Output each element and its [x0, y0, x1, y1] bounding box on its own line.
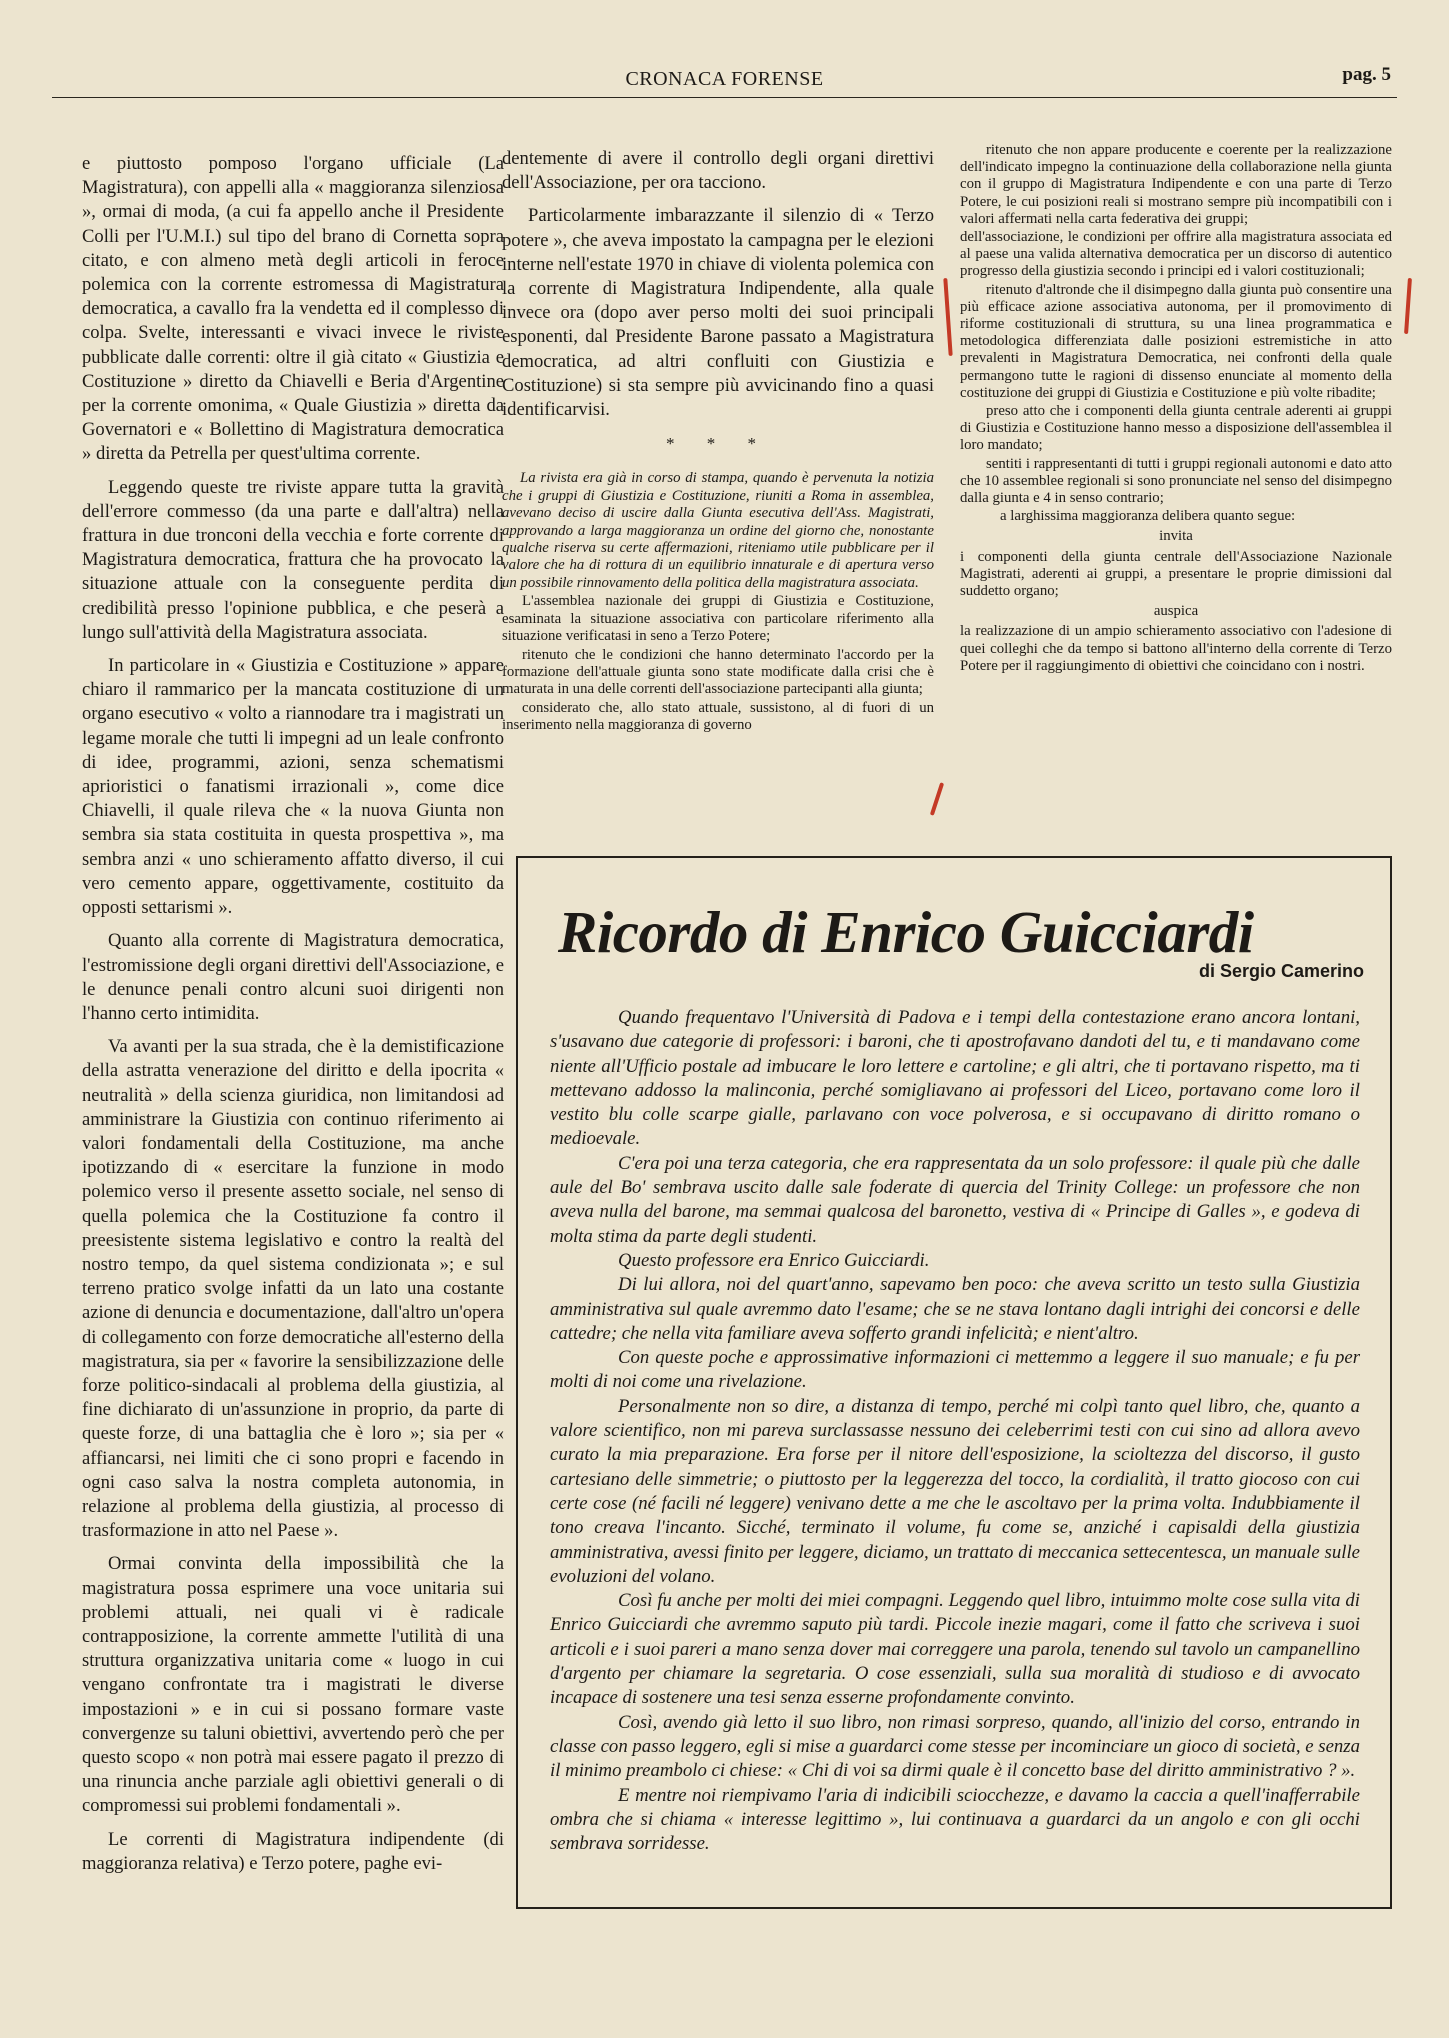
red-margin-mark [943, 278, 952, 356]
col2-paragraph: Particolarmente imbarazzante il silenzio di « Terzo potere », che aveva impostato la campagna per le elezioni interne nell'estate 1970 in chiave di violenta polemica con la corrente di Magistratura Indipendente, alla quale invece ora (dopo aver perso molti dei suoi principali esponenti, dal Presidente Barone passato a Magistratura democratica, ad altri confluiti con Giustizia e Costituzione) si sta sempre più avvicinando fino a quasi identificarvisi. [502, 205, 934, 421]
col1-paragraph: Va avanti per la sua strada, che è la demistificazione della astratta venerazione del diritto e della ipocrita « neutralità » della scienza giuridica, non limitandosi ad amministrare la Giustizia con continuo riferimento ai valori fondamentali della Costituzione, ma anche ipotizzando di « esercitare la funzione in modo polemico verso il presente assetto sociale, nel senso di quella polemica che la Costituzione fa contro il preesistente sistema legislativo e contro la realtà del nostro tempo, da quel sistema condizionata »; e sul terreno pratico svolge infatti da un lato una costante azione di denuncia e documentazione, dall'altro un'opera di collegamento con forze democratiche all'esterno della magistratura, sia per « favorire la sensibilizzazione delle forze politico-sindacali al problema della giustizia, al fine dichiarato di un'assunzione in proprio, da parte di queste forze, di una battaglia che è loro »; sia per « affiancarsi, nei limiti che ci sono propri e facendo in ogni caso salva la nostra completa autonomia, in relazione al problema della giustizia, al processo di trasformazione in atto nel Paese ». [82, 1036, 504, 1542]
motion-paragraph: ritenuto d'altronde che il disimpegno dalla giunta può consentire una più efficace azione associativa autonoma, per il promovimento di riforme costituzionali di struttura, su una linea programmatica e metodologica differenziata dalle posizioni estremistiche in atto prevalenti in Magistratura Democratica, nei confronti della quale permangono tutte le ragioni di dissenso enunciate al momento della costituzione dei gruppi di Giustizia e Costituzione e più volte ribadite; [960, 281, 1392, 401]
col1-paragraph: Le correnti di Magistratura indipendente (di maggioranza relativa) e Terzo potere, paghe evi- [82, 1828, 504, 1874]
column-right [960, 142, 1392, 676]
article-body [550, 1006, 1360, 1856]
col1-paragraph: Quanto alla corrente di Magistratura democratica, l'estromissione degli organi direttivi dell'Associazione, e le denunce penali contro alcuni suoi dirigenti non l'hanno certo intimidita. [82, 930, 504, 1024]
col1-paragraph: Ormai convinta della impossibilità che la magistratura possa esprimere una voce unitaria sui problemi attuali, nei quali vi è radicale contrapposizione, la corrente ammette l'utilità di una struttura organizzativa unitaria come « luogo in cui vengano confrontate tra i magistrati le diverse impostazioni » e in cui si possano formare vaste convergenze su taluni obiettivi, avvertendo però che per questo scopo « non potrà mai essere pagato il prezzo di una rinuncia anche parziale agli obiettivi generali o di compromessi sui problemi fondamentali ». [82, 1553, 504, 1817]
article-box [516, 856, 1392, 1909]
motion-heading: auspica [1153, 603, 1199, 620]
article-paragraph: C'era poi una terza categoria, che era rappresentata da un solo professore: il quale più che dalle aule del Bo' sembrava uscito dalle sale foderate di quercia del Trinity College: un professore che non aveva nulla del barone, ma semmai qualcosa del baronetto, vestiva di « Principe di Galles », e godeva di molta stima da parte degli studenti. [550, 1152, 1360, 1247]
motion-paragraph: la realizzazione di un ampio schieramento associativo con l'adesione di quei colleghi che da tempo si battono all'interno della corrente di Terzo Potere per il raggiungimento di obiettivi che coincidano con i nostri. [960, 623, 1392, 674]
motion-paragraph: sentiti i rappresentanti di tutti i gruppi regionali autonomi e dato atto che 10 assemblee regionali si sono pronunciate nel senso del disimpegno dalla giunta e 4 in senso contrario; [960, 455, 1392, 507]
article-paragraph: Questo professore era Enrico Guicciardi. [618, 1249, 930, 1271]
motion-paragraph: dell'associazione, le condizioni per offrire alla magistratura associata ed al paese una valida alternativa democratica per un discorso di autentico progresso della giustizia secondo i principi ed i valori costituzionali; [960, 229, 1392, 280]
editor-note: La rivista era già in corso di stampa, quando è pervenuta la notizia che i gruppi di Giustizia e Costituzione, riuniti a Roma in assemblea, avevano deciso di uscire dalla Giunta esecutiva dell'Ass. Magistrati, approvando a larga maggioranza un ordine del giorno che, nonostante qualche riserva su certe affermazioni, riteniamo utile pubblicare per il valore che ha di rottura di un equilibrio innaturale e di apertura verso un possibile rinnovamento della politica della magistratura associata. [502, 470, 934, 591]
motion-paragraph: i componenti della giunta centrale dell'Associazione Nazionale Magistrati, aderenti ai gruppi, a presentare le proprie dimissioni dal suddetto organo; [960, 548, 1392, 600]
section-separator: * * * [666, 434, 770, 454]
motion-paragraph: L'assemblea nazionale dei gruppi di Giustizia e Costituzione, esaminata la situazione associativa con particolare riferimento alla situazione verificatasi in seno a Terzo Potere; [502, 593, 934, 645]
header-rule [52, 97, 1397, 98]
col1-paragraph: e piuttosto pomposo l'organo ufficiale (La Magistratura), con appelli alla « maggioranza silenziosa », ormai di moda, (a cui fa appello anche il Presidente Colli per l'U.M.I.) sul tipo del brano di Cornetta sopra citato, e con almeno metà degli articoli in feroce polemica con la corrente estromessa di Magistratura democratica, a cavallo fra la vendetta ed il complesso di colpa. Svelte, interessanti e vivaci invece le riviste pubblicate dalle correnti: oltre il già citato « Giustizia e Costituzione » diretto da Chiavelli e Beria d'Argentine per la corrente omonima, « Quale Giustizia » diretta da Governatori e « Bollettino di Magistratura democratica » diretta da Petrella per quest'ultima corrente. [82, 153, 504, 465]
article-paragraph: Così fu anche per molti dei miei compagni. Leggendo quel libro, intuimmo molte cose sulla vita di Enrico Guicciardi che avremmo saputo più tardi. Piccole inezie magari, come il fatto che scriveva i suoi articoli e i suoi pareri a mano senza dover mai correggere una parola, tenendo sul tavolo un campanellino d'argento per chiamare la segretaria. O cose essenziali, sulla sua moralità di studioso e di avvocato incapace di sostenere una tesi senza esserne profondamente convinto. [550, 1590, 1360, 1709]
motion-paragraph: ritenuto che le condizioni che hanno determinato l'accordo per la formazione dell'attuale giunta sono state modificate dalla crisi che è maturata in una delle correnti dell'associazione partecipanti alla giunta; [502, 646, 934, 698]
motion-paragraph: preso atto che i componenti della giunta centrale aderenti ai gruppi di Giustizia e Costituzione hanno messo a disposizione dell'assemblea il loro mandato; [960, 403, 1392, 454]
article-title: Ricordo di Enrico Guicciardi [558, 899, 1254, 965]
publication-title: CRONACA FORENSE [625, 68, 824, 90]
red-margin-mark [1404, 278, 1412, 334]
col2-paragraph: dentemente di avere il controllo degli organi direttivi dell'Associazione, per ora tacciono. [502, 148, 934, 194]
motion-heading: invita [1159, 528, 1193, 545]
motion-paragraph: considerato che, allo stato attuale, sussistono, al di fuori di un inserimento nella maggioranza di governo [502, 699, 934, 734]
col1-paragraph: In particolare in « Giustizia e Costituzione » appare chiaro il rammarico per la mancata costituzione di un organo esecutivo « volto a riannodare tra i magistrati un legame morale che tutti li impegni ad un leale confronto di idee, programmi, azioni, senza schematismi aprioristici o fanatismi irrazionali », come dice Chiavelli, il quale rileva che « la nuova Giunta non sembra sia stata costituita in questa prospettiva », ma sembra anzi « uno schieramento affatto diverso, il cui vero cemento appare, oggettivamente, costituito da opposti settarismi ». [82, 655, 504, 919]
motion-paragraph: a larghissima maggioranza delibera quanto segue: [1000, 508, 1296, 525]
article-paragraph: Personalmente non so dire, a distanza di tempo, perché mi colpì tanto quel libro, che, quanto a valore scientifico, non mi pareva surclassasse nessuno dei celeberrimi testi con cui sino ad allora avevo curato la mia preparazione. Era forse per il nitore dell'esposizione, la scioltezza del discorso, il gusto cartesiano delle simmetrie; o piuttosto per la leggerezza del tocco, la cordialità, il tratto giocoso con cui certe cose (né facili né leggere) venivano dette a me che le ascoltavo per la prima volta. Indubbiamente il tono creava l'incanto. Sicché, terminato il volume, fu come se, anziché i capisaldi della giustizia amministrativa, avessi finito per leggere, diciamo, un trattato di meccanica settecentesca, un manuale sulle evoluzioni del volano. [550, 1395, 1360, 1587]
article-author: di Sergio Camerino [1198, 961, 1364, 981]
article-paragraph: Di lui allora, noi del quart'anno, sapevamo ben poco: che aveva scritto un testo sulla Giustizia amministrativa sul quale avremmo dato l'esame; che se ne stava lontano dagli intrighi dei concorsi e delle cattedre; che nella vita familiare aveva sofferto grandi infelicità; e nient'altro. [550, 1274, 1360, 1344]
article-paragraph: Con queste poche e approssimative informazioni ci mettemmo a leggere il suo manuale; e fu per molti di noi come una rivelazione. [550, 1347, 1360, 1393]
article-paragraph: Quando frequentavo l'Università di Padova e i tempi della contestazione erano ancora lontani, s'usavano due categorie di professori: i baroni, che ti apostrofavano dandoti del tu, e ti mandavano come niente all'Ufficio postale ad imbucare le loro lettere e cartoline; e gli altri, che ti portavano rispetto, ma ti mettevano addosso la malinconia, perché somigliavano ai professori del Liceo, portavano come loro il vestito blu colle scarpe gialle, parlavano con voce polverosa, e si occupavano di diritto romano o medioevale. [550, 1007, 1360, 1150]
red-margin-mark [930, 782, 944, 816]
column-left [82, 152, 504, 1885]
article-paragraph: E mentre noi riempivamo l'aria di indicibili sciocchezze, e davamo la caccia a quell'inafferrabile ombra che si chiama « interesse legittimo », lui continuava a guardarci da un angolo e con gli occhi sembrava sorridesse. [550, 1784, 1360, 1855]
motion-paragraph: ritenuto che non appare producente e coerente per la realizzazione dell'indicato impegno la continuazione della collaborazione nella giunta con il gruppo di Magistratura Indipendente e con una parte di Terzo Potere, le cui posizioni reali si mostrano sempre più incompatibili con i valori affermati nella carta federativa dei gruppi; [960, 142, 1392, 227]
column-middle [502, 147, 934, 736]
page-number: pag. 5 [1342, 64, 1391, 85]
article-paragraph: Così, avendo già letto il suo libro, non rimasi sorpreso, quando, all'inizio del corso, entrando in classe con passo leggero, egli si mise a guardarci come stesse per incominciare un gioco di società, e senza il minimo preambolo ci chiese: « Chi di voi sa dirmi quale è il concetto base del diritto amministrativo ? ». [550, 1711, 1360, 1782]
col1-paragraph: Leggendo queste tre riviste appare tutta la gravità dell'errore commesso (da una parte e dall'altra) nella frattura in due tronconi della vecchia e forte corrente di Magistratura democratica, frattura che ha provocato la situazione attuale con la conseguente perdita di credibilità presso l'opinione pubblica, e che peserà a lungo sull'attività della Magistratura associata. [82, 476, 504, 643]
